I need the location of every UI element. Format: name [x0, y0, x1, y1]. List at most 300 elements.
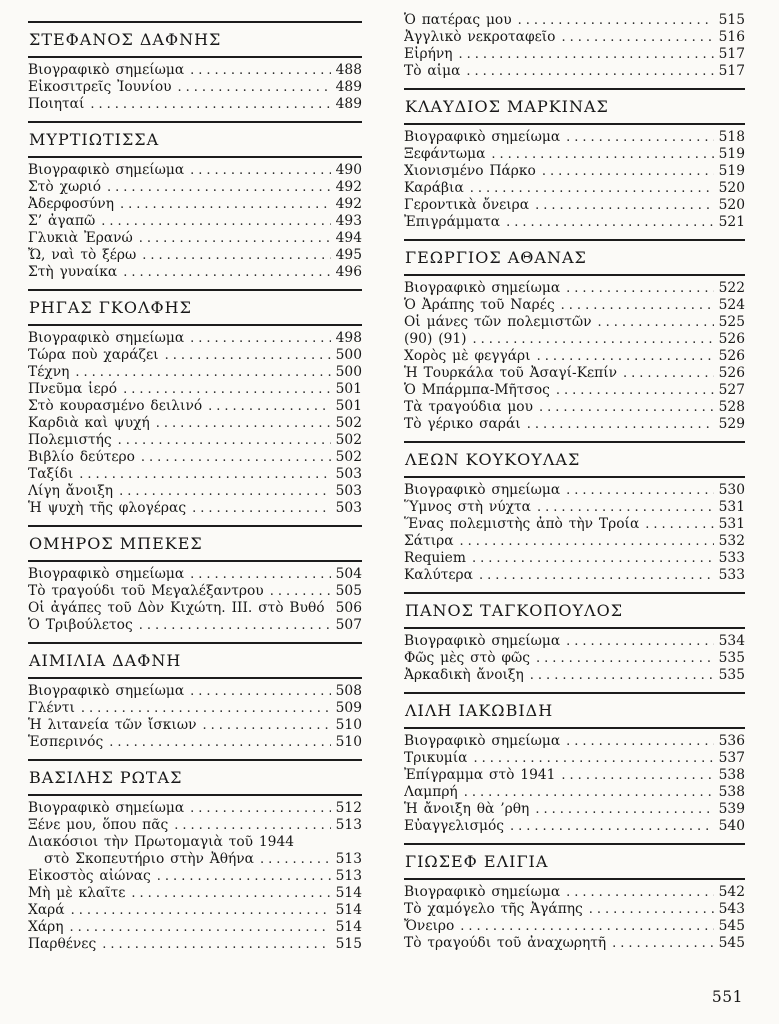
toc-entry [28, 600, 362, 617]
entry-list [404, 482, 745, 584]
section-rule [404, 441, 745, 443]
toc-entry [404, 750, 745, 767]
section-header: ΡΗΓΑΣ ΓΚΟΛΦΗΣ [29, 298, 192, 317]
toc-entry [28, 683, 362, 700]
toc-entry-title: Χορὸς μὲ φεγγάρι [404, 348, 531, 364]
dot-leader [566, 884, 714, 901]
toc-entry [404, 197, 745, 214]
dot-leader [208, 398, 331, 415]
section-rule [404, 88, 745, 90]
toc-entry-page: 503 [335, 500, 362, 516]
toc-entry-page: 516 [718, 29, 745, 45]
dot-leader [491, 146, 714, 163]
toc-entry [28, 162, 362, 179]
toc-entry-page: 489 [335, 79, 362, 95]
dot-leader [70, 919, 331, 936]
entry-list [404, 129, 745, 231]
toc-entry-title: Παρθένες [28, 936, 97, 952]
toc-entry-page: 513 [335, 817, 362, 833]
toc-entry-page: 532 [718, 533, 745, 549]
toc-entry-page: 513 [335, 868, 362, 884]
toc-entry-page: 500 [335, 364, 362, 380]
toc-entry-title: Βιογραφικὸ σημείωμα [28, 162, 185, 178]
toc-entry-page: 504 [335, 566, 362, 582]
toc-entry-page: 502 [335, 415, 362, 431]
dot-leader [109, 734, 331, 751]
toc-entry-title: Ἀγγλικὸ νεκροταφεῖο [404, 29, 556, 45]
toc-entry-title: Ἐπιγράμματα [404, 214, 501, 230]
toc-entry-title: Ἡ ἄνοιξη θὰ ’ρθη [404, 801, 530, 817]
section-rule [28, 560, 362, 562]
toc-entry-title: Πολεμιστής [28, 432, 112, 448]
toc-entry-title: Στὸ χωριό [28, 179, 102, 195]
toc-entry-title: Χάρη [28, 919, 64, 935]
entry-list [404, 884, 745, 952]
toc-entry-title: Καρδιὰ καὶ ψυχή [28, 415, 150, 431]
dot-leader [464, 784, 714, 801]
dot-leader [510, 818, 714, 835]
toc-entry-title: Βιογραφικὸ σημείωμα [404, 280, 561, 296]
dot-leader [612, 935, 714, 952]
entry-list [28, 566, 362, 634]
toc-entry-page: 508 [335, 683, 362, 699]
dot-leader [466, 63, 714, 80]
dot-leader [157, 868, 331, 885]
entry-list [404, 733, 745, 835]
dot-leader [118, 432, 331, 449]
toc-entry [404, 884, 745, 901]
section-rule [28, 324, 362, 326]
toc-entry [404, 733, 745, 750]
toc-entry-title: Λίγη ἄνοιξη [28, 483, 114, 499]
toc-entry [28, 617, 362, 634]
dot-leader [479, 567, 714, 584]
toc-entry [28, 230, 362, 247]
toc-entry [28, 885, 362, 902]
toc-entry [404, 280, 745, 297]
toc-entry-page: 502 [335, 432, 362, 448]
dot-leader [535, 197, 714, 214]
toc-entry-title: (90) (91) [404, 331, 467, 347]
dot-leader [142, 247, 331, 264]
toc-entry-title: Τρικυμία [404, 750, 468, 766]
toc-entry [28, 449, 362, 466]
toc-entry [28, 800, 362, 817]
toc-entry-page: 519 [718, 146, 745, 162]
toc-entry-title: Οἱ μάνες τῶν πολεμιστῶν [404, 314, 592, 330]
dot-leader [165, 347, 331, 364]
toc-entry-page: 512 [335, 800, 362, 816]
dot-leader [260, 851, 331, 868]
toc-entry [404, 767, 745, 784]
toc-entry-page: 534 [718, 633, 745, 649]
section-rule [28, 121, 362, 123]
dot-leader [107, 179, 331, 196]
toc-entry [404, 163, 745, 180]
toc-entry-title: Βιογραφικὸ σημείωμα [404, 482, 561, 498]
toc-entry-page: 490 [335, 162, 362, 178]
dot-leader [190, 330, 331, 347]
page-number: 551 [711, 988, 743, 1006]
section-rule [404, 692, 745, 694]
toc-entry-page: 505 [335, 583, 362, 599]
toc-entry [404, 499, 745, 516]
toc-entry-title: Εἰκοστὸς αἰώνας [28, 868, 151, 884]
toc-entry-title: Βιογραφικὸ σημείωμα [28, 62, 185, 78]
section-header: ΛΙΛΗ ΙΑΚΩΒΙΔΗ [405, 701, 554, 720]
dot-leader [598, 314, 714, 331]
toc-entry-title: Σ’ ἀγαπῶ [28, 213, 96, 229]
section-rule [28, 56, 362, 58]
dot-leader [561, 767, 714, 784]
toc-entry [28, 264, 362, 281]
section-header: ΠΑΝΟΣ ΤΑΓΚΟΠΟΥΛΟΣ [405, 601, 624, 620]
toc-entry-page: 503 [335, 483, 362, 499]
toc-entry-title: στὸ Σκοπευτήριο στὴν Ἀθήνα [44, 851, 254, 867]
toc-entry-page: 528 [718, 399, 745, 415]
dot-leader [119, 483, 331, 500]
toc-entry [404, 784, 745, 801]
toc-entry-page: 494 [335, 230, 362, 246]
toc-entry-title: Βιογραφικὸ σημείωμα [28, 566, 185, 582]
toc-entry-title: Ὁ Ἀράπης τοῦ Ναρές [404, 297, 555, 313]
dot-leader [561, 29, 714, 46]
toc-entry [28, 415, 362, 432]
toc-entry-page: 538 [718, 784, 745, 800]
dot-leader [460, 533, 714, 550]
toc-entry [28, 196, 362, 213]
toc-entry [28, 817, 362, 834]
dot-leader [518, 12, 714, 29]
dot-leader [101, 213, 331, 230]
toc-entry-title: Ἀρκαδικὴ ἄνοιξη [404, 667, 524, 683]
toc-entry [404, 533, 745, 550]
toc-entry [404, 416, 745, 433]
toc-entry-page: 545 [718, 918, 745, 934]
toc-entry-page: 527 [718, 382, 745, 398]
toc-entry-title: Βιογραφικὸ σημείωμα [28, 683, 185, 699]
dot-leader [539, 399, 714, 416]
section-header: ΛΕΩΝ ΚΟΥΚΟΥΛΑΣ [405, 450, 581, 469]
dot-leader [131, 885, 331, 902]
dot-leader [623, 365, 714, 382]
toc-entry-title: Διακόσιοι τὴν Πρωτομαγιὰ τοῦ 1944 [28, 834, 295, 850]
dot-leader [536, 650, 714, 667]
toc-entry-title: Εὐαγγελισμός [404, 818, 504, 834]
section-rule [28, 525, 362, 527]
toc-column-left [28, 8, 362, 1024]
toc-entry [404, 214, 745, 231]
toc-entry-title: Ἀδερφοσύνη [28, 196, 114, 212]
toc-entry-title: Βιογραφικὸ σημείωμα [404, 633, 561, 649]
toc-entry [404, 146, 745, 163]
toc-entry-page: 520 [718, 180, 745, 196]
toc-entry-title: Ὁ πατέρας μου [404, 12, 512, 28]
toc-entry [28, 62, 362, 79]
toc-entry-title: Βιογραφικὸ σημείωμα [404, 733, 561, 749]
toc-entry [404, 650, 745, 667]
toc-entry [404, 180, 745, 197]
toc-entry-page: 535 [718, 667, 745, 683]
toc-entry-page: 502 [335, 449, 362, 465]
toc-entry-page: 529 [718, 416, 745, 432]
toc-entry [404, 129, 745, 146]
toc-entry-title: Εἰρήνη [404, 46, 453, 62]
toc-entry-title: Ξεφάντωμα [404, 146, 486, 162]
toc-entry-title: Τὸ γέρικο σαράι [404, 416, 521, 432]
dot-leader [460, 918, 714, 935]
toc-entry-page: 522 [718, 280, 745, 296]
dot-leader [123, 264, 331, 281]
toc-entry [404, 818, 745, 835]
section-header: ΒΑΣΙΛΗΣ ΡΩΤΑΣ [29, 768, 183, 787]
toc-entry-page: 540 [718, 818, 745, 834]
toc-entry [28, 213, 362, 230]
toc-entry-title: Ἡ λιτανεία τῶν ἴσκιων [28, 717, 197, 733]
entry-list [404, 12, 745, 80]
toc-entry-title: Γεροντικὰ ὄνειρα [404, 197, 530, 213]
toc-entry-page: 514 [335, 919, 362, 935]
toc-entry [404, 516, 745, 533]
entry-list [28, 683, 362, 751]
toc-entry-title: Φῶς μὲς στὸ φῶς [404, 650, 531, 666]
section-rule [28, 642, 362, 644]
toc-entry [404, 314, 745, 331]
toc-entry-page: 539 [718, 801, 745, 817]
toc-entry-title: Τέχνη [28, 364, 70, 380]
toc-entry-page: 496 [335, 264, 362, 280]
toc-entry [28, 179, 362, 196]
toc-entry-page: 488 [335, 62, 362, 78]
toc-entry-page: 524 [718, 297, 745, 313]
dot-leader [561, 297, 714, 314]
dot-leader [178, 79, 331, 96]
dot-leader [472, 550, 714, 567]
section-header: ΣΤΕΦΑΝΟΣ ΔΑΦΝΗΣ [29, 30, 222, 49]
toc-entry [404, 667, 745, 684]
toc-entry-page: 493 [335, 213, 362, 229]
toc-entry [28, 364, 362, 381]
toc-entry [404, 365, 745, 382]
toc-entry-page: 515 [335, 936, 362, 952]
section-rule [404, 592, 745, 594]
toc-entry-title: Ἑσπερινός [28, 734, 104, 750]
toc-entry-title: Βιβλίο δεύτερο [28, 449, 135, 465]
section-rule [28, 156, 362, 158]
section-rule [404, 239, 745, 241]
toc-entry-page: 513 [335, 851, 362, 867]
toc-entry-page: 526 [718, 365, 745, 381]
toc-entry [404, 297, 745, 314]
toc-entry-page: 521 [718, 214, 745, 230]
dot-leader [190, 683, 331, 700]
toc-entry-page: 533 [718, 567, 745, 583]
toc-entry-page: 495 [335, 247, 362, 263]
entry-list [404, 633, 745, 684]
toc-entry [28, 96, 362, 113]
toc-entry-title: Ταξίδι [28, 466, 74, 482]
toc-entry [28, 936, 362, 953]
toc-entry-title: Τὸ χαμόγελο τῆς Ἀγάπης [404, 901, 583, 917]
toc-entry [404, 801, 745, 818]
section-rule [404, 627, 745, 629]
toc-entry-title: Ἡ ψυχὴ τῆς φλογέρας [28, 500, 187, 516]
toc-entry-title: Τὸ τραγούδι τοῦ Μεγαλέξαντρου [28, 583, 264, 599]
toc-entry-title: Βιογραφικὸ σημείωμα [404, 129, 561, 145]
entry-list [28, 162, 362, 281]
toc-entry [28, 347, 362, 364]
dot-leader [123, 381, 331, 398]
toc-column-right [404, 8, 745, 1024]
section-rule [28, 759, 362, 761]
toc-entry-title: Πνεῦμα ἱερό [28, 381, 118, 397]
entry-list [28, 800, 362, 953]
toc-entry-title: Εἰκοσιτρεῖς Ἰουνίου [28, 79, 172, 95]
toc-entry-page: 501 [335, 398, 362, 414]
toc-entry-title: Ποιηταί [28, 96, 85, 112]
toc-entry [404, 331, 745, 348]
toc-entry-page: 500 [335, 347, 362, 363]
section-rule [404, 843, 745, 845]
dot-leader [270, 583, 331, 600]
section-header: ΑΙΜΙΛΙΑ ΔΑΦΝΗ [29, 651, 182, 670]
toc-entry-title: Χαρά [28, 902, 65, 918]
toc-entry-page: 542 [718, 884, 745, 900]
toc-entry-page: 506 [335, 600, 362, 616]
section-rule [404, 123, 745, 125]
toc-entry [404, 567, 745, 584]
toc-entry-page: 507 [335, 617, 362, 633]
toc-entry-page: 517 [718, 46, 745, 62]
dot-leader [156, 415, 331, 432]
dot-leader [190, 566, 331, 583]
toc-entry-title: Καλύτερα [404, 567, 473, 583]
dot-leader [141, 449, 331, 466]
section-header: ΜΥΡΤΙΩΤΙΣΣΑ [29, 130, 160, 149]
toc-entry-page: 536 [718, 733, 745, 749]
dot-leader [90, 96, 331, 113]
toc-entry-page: 489 [335, 96, 362, 112]
toc-entry [404, 482, 745, 499]
dot-leader [139, 230, 331, 247]
toc-entry-page: 526 [718, 348, 745, 364]
section-rule [404, 727, 745, 729]
toc-entry-title: Ἕνας πολεμιστὴς ἀπὸ τὴν Τροία [404, 516, 640, 532]
toc-entry-page: 510 [335, 717, 362, 733]
toc-entry-page: 509 [335, 700, 362, 716]
dot-leader [139, 617, 331, 634]
toc-entry [28, 717, 362, 734]
toc-entry-title: Μὴ μὲ κλαῖτε [28, 885, 126, 901]
dot-leader [566, 129, 714, 146]
toc-entry-title: Ὤ, ναὶ τὸ ξέρω [28, 247, 137, 263]
dot-leader [566, 280, 714, 297]
toc-entry [404, 29, 745, 46]
toc-entry-title: Βιογραφικὸ σημείωμα [28, 330, 185, 346]
toc-entry-page: 501 [335, 381, 362, 397]
toc-entry-title: Τὸ τραγούδι τοῦ ἀναχωρητῆ [404, 935, 607, 951]
toc-entry [28, 834, 362, 851]
toc-entry [28, 500, 362, 517]
toc-entry [404, 399, 745, 416]
toc-entry [28, 868, 362, 885]
dot-leader [459, 46, 714, 63]
section-header: ΓΙΩΣΕΦ ΕΛΙΓΙΑ [405, 852, 549, 871]
toc-entry-title: Γλέντι [28, 700, 75, 716]
toc-entry [404, 633, 745, 650]
toc-entry-page: 492 [335, 196, 362, 212]
dot-leader [192, 500, 331, 517]
toc-entry [404, 382, 745, 399]
toc-entry [28, 381, 362, 398]
toc-entry-title: Στὸ κουρασμένο δειλινό [28, 398, 203, 414]
dot-leader [473, 331, 714, 348]
dot-leader [542, 163, 714, 180]
toc-entry-title: Τὸ αἷμα [404, 63, 461, 79]
toc-entry-page: 535 [718, 650, 745, 666]
toc-entry [404, 348, 745, 365]
toc-entry-title: Λαμπρή [404, 784, 458, 800]
toc-entry [28, 734, 362, 751]
toc-entry-page: 533 [718, 550, 745, 566]
dot-leader [470, 180, 714, 197]
toc-entry [404, 918, 745, 935]
toc-entry-page: 545 [718, 935, 745, 951]
toc-entry-page: 515 [718, 12, 745, 28]
dot-leader [174, 817, 331, 834]
toc-entry-page: 537 [718, 750, 745, 766]
dot-leader [81, 700, 331, 717]
toc-entry-title: Γλυκιὰ Ἐρανώ [28, 230, 133, 246]
toc-entry [28, 566, 362, 583]
dot-leader [506, 214, 714, 231]
section-rule [28, 289, 362, 291]
toc-entry-title: Ὁ Μπάρμπα-Μῆτσος [404, 382, 550, 398]
toc-entry-page: 510 [335, 734, 362, 750]
toc-entry-title: Ἐπίγραμμα στὸ 1941 [404, 767, 556, 783]
dot-leader [535, 801, 714, 818]
toc-entry [28, 432, 362, 449]
toc-entry-page: 520 [718, 197, 745, 213]
section-header: ΚΛΑΥΔΙΟΣ ΜΑΡΚΙΝΑΣ [405, 97, 609, 116]
toc-entry-title: Ἡ Τουρκάλα τοῦ Ἀσαγί-Κεπίν [404, 365, 618, 381]
section-rule [28, 794, 362, 796]
toc-entry-page: 526 [718, 331, 745, 347]
toc-entry-title: Σάτιρα [404, 533, 454, 549]
toc-entry-page: 492 [335, 179, 362, 195]
toc-entry [28, 247, 362, 264]
toc-entry [404, 550, 745, 567]
section-header: ΓΕΩΡΓΙΟΣ ΑΘΑΝΑΣ [405, 248, 587, 267]
toc-entry [28, 483, 362, 500]
toc-entry-page: 514 [335, 885, 362, 901]
section-rule [28, 21, 362, 23]
dot-leader [202, 717, 331, 734]
toc-entry-page: 531 [718, 499, 745, 515]
dot-leader [120, 196, 331, 213]
toc-entry-page: 517 [718, 63, 745, 79]
toc-entry-page: 498 [335, 330, 362, 346]
dot-leader [190, 62, 331, 79]
toc-entry-page: 525 [718, 314, 745, 330]
dot-leader [537, 499, 714, 516]
toc-entry [28, 330, 362, 347]
toc-entry-title: Requiem [404, 550, 466, 566]
toc-entry [28, 700, 362, 717]
dot-leader [190, 800, 331, 817]
dot-leader [71, 902, 331, 919]
toc-entry-title: Στὴ γυναίκα [28, 264, 118, 280]
